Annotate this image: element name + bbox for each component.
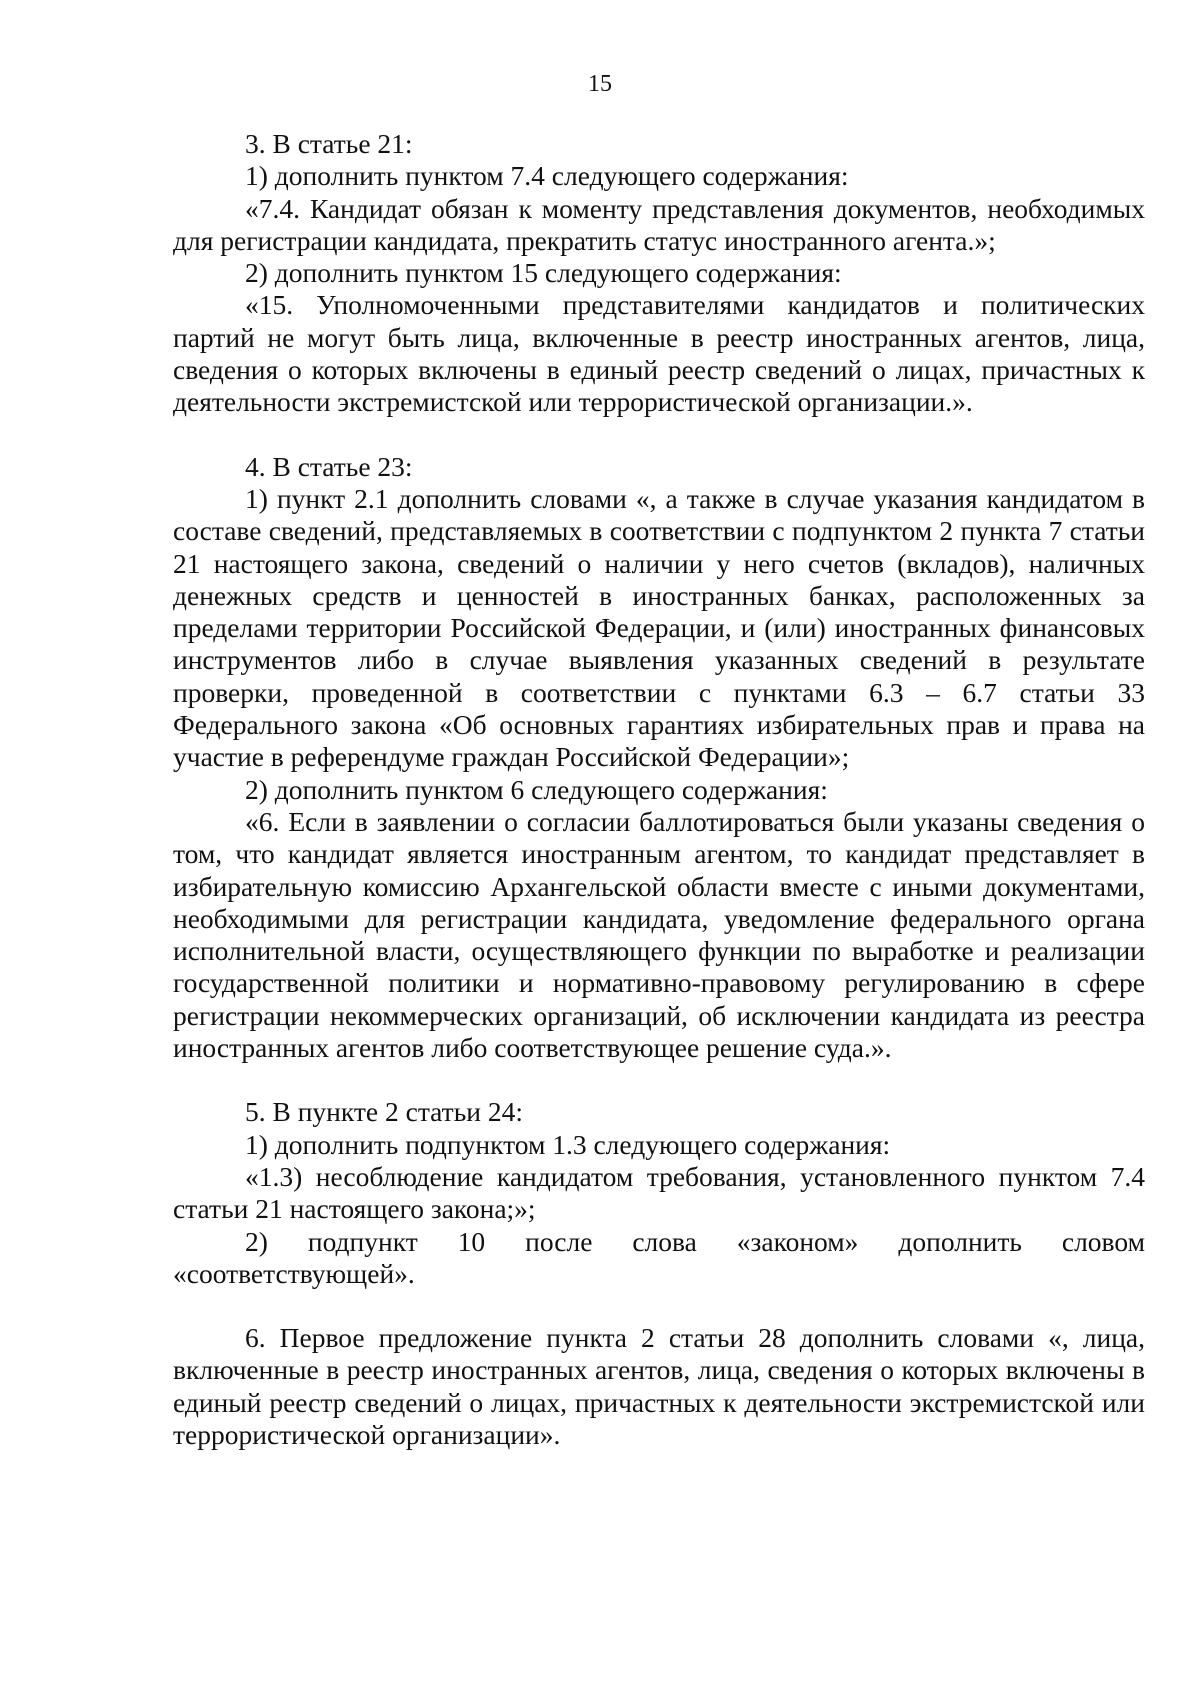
document-body [173, 128, 1145, 1451]
paragraph: 2) дополнить пунктом 15 следующего содержания: [245, 257, 842, 289]
paragraph: «15. Уполномоченными представителями кандидатов и политических партий не могут быть лица, включенные в реестр иностранных агентов, лица, сведения о которых включены в единый реестр сведений о лицах, причастных к деятельности экстремистской или террористической организации.». [173, 289, 1145, 418]
paragraph: 1) пункт 2.1 дополнить словами «, а также в случае указания кандидатом в составе сведений, представляемых в соответствии с подпунктом 2 пункта 7 статьи 21 настоящего закона, сведений о наличии у него счетов (вкладов), наличных денежных средств и ценностей в иностранных банках, расположенных за пределами территории Российской Федерации, и (или) иностранных финансовых инструментов либо в случае выявления указанных сведений в результате проверки, проведенной в соответствии с пунктами 6.3 – 6.7 статьи 33 Федерального закона «Об основных гарантиях избирательных прав и права на участие в референдуме граждан Российской Федерации»; [173, 482, 1145, 773]
section-heading: 5. В пункте 2 статьи 24: [245, 1096, 523, 1128]
paragraph: 1) дополнить пунктом 7.4 следующего содержания: [245, 160, 849, 192]
paragraph: 1) дополнить подпунктом 1.3 следующего содержания: [245, 1128, 891, 1160]
paragraph: 2) подпункт 10 после слова «законом» дополнить словом «соответствующей». [173, 1225, 1145, 1289]
section-article-24 [173, 1096, 1145, 1290]
paragraph: «7.4. Кандидат обязан к моменту представления документов, необходимых для регистрации кандидата, прекратить статус иностранного агента.»; [173, 192, 1145, 256]
page-number: 15 [588, 71, 612, 97]
section-article-28 [173, 1322, 1145, 1451]
paragraph: «1.3) несоблюдение кандидатом требования, установленного пунктом 7.4 статьи 21 настоящего закона;»; [173, 1160, 1145, 1225]
paragraph: «6. Если в заявлении о согласии баллотироваться были указаны сведения о том, что кандидат является иностранным агентом, то кандидат представляет в избирательную комиссию Архангельской области вместе с иными документами, необходимыми для регистрации кандидата, уведомление федерального органа исполнительной власти, осуществляющего функции по выработке и реализации государственной политики и нормативно-правовому регулированию в сфере регистрации некоммерческих организаций, об исключении кандидата из реестра иностранных агентов либо соответствующее решение суда.». [173, 805, 1145, 1064]
section-heading: 4. В статье 23: [245, 450, 413, 482]
paragraph: 6. Первое предложение пункта 2 статьи 28 дополнить словами «, лица, включенные в реестр иностранных агентов, лица, сведения о которых включены в единый реестр сведений о лицах, причастных к деятельности экстремистской или террористической организации». [173, 1322, 1145, 1450]
paragraph: 2) дополнить пунктом 6 следующего содержания: [245, 773, 828, 805]
section-article-23 [173, 451, 1145, 1065]
section-heading: 3. В статье 21: [245, 128, 413, 159]
section-article-21 [173, 128, 1145, 419]
